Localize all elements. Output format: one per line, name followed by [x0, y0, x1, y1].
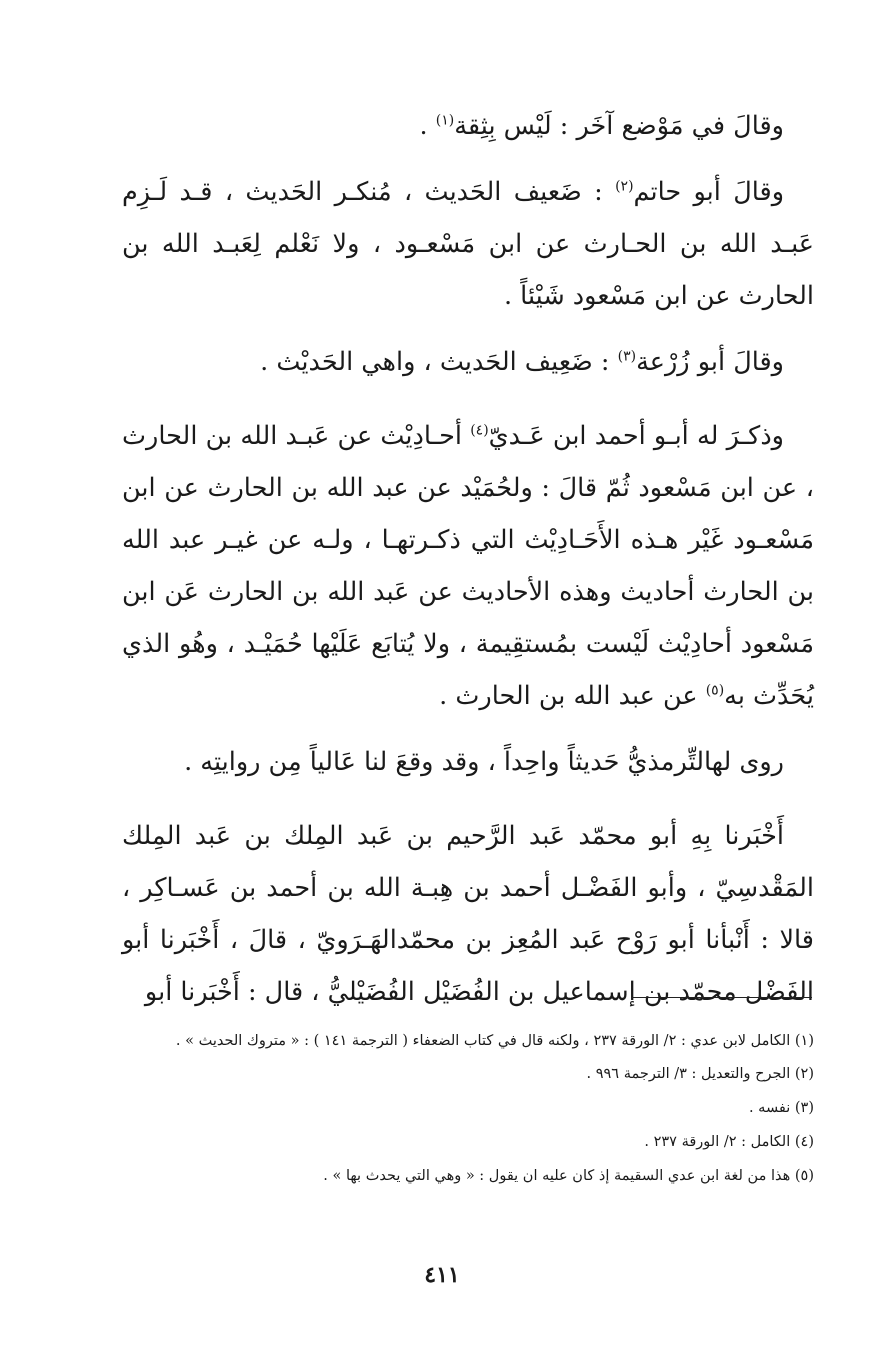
paragraph-2-text: وقالَ أبو حاتم [633, 177, 785, 207]
paragraph-6 [122, 810, 814, 1018]
main-text [122, 100, 814, 1018]
footnote-3: (٣) نفسه . [748, 1100, 814, 1116]
footnote-ref-5: (٥) [705, 682, 725, 699]
footnotes [150, 1025, 814, 1193]
footnote-2: (٢) الجرح والتعديل : ٣/ الترجمة ٩٩٦ . [586, 1066, 814, 1082]
paragraph-3 [122, 336, 814, 388]
footnote-4: (٤) الكامل : ٢/ الورقة ٢٣٧ . [644, 1134, 814, 1150]
paragraph-1 [122, 100, 814, 152]
footnote-5: (٥) هذا من لغة ابن عدي السقيمة إذ كان عليه ان يقول : « وهي التي يحدث بها » . [323, 1168, 814, 1184]
paragraph-6-text: أَخْبَرنا بِهِ أبو محمّد عَبد الرَّحيم بن عَبد المِلك بن عَبد المِلك المَقْدسِيّ ، وأبو الفَضْـل أحمد بن هِبـة الله بن أحمد بن عَسـاكِر ، قالا : أَنْبأنا أبو رَوْح عَبد المُعِز بن محمّدالهَـرَويّ ، قالَ ، أَخْبَرنا أبو الفَضْل محمّد بن إسماعيل بن الفُضَيْل الفُضَيْليُّ ، قال : أَخْبَرنا أبو [122, 821, 814, 1007]
page-number: ٤١١ [424, 1262, 460, 1288]
paragraph-1-text: وقالَ في مَوْضع آخَر : لَيْس بِثِقة [454, 111, 784, 141]
paragraph-4-end: عن عبد الله بن الحارث . [439, 681, 706, 711]
paragraph-3-text: وقالَ أبو زُرْعة [636, 347, 784, 377]
paragraph-2-end: : ضَعيف الحَديث ، مُنكـر الحَديث ، قـد لَـزِم عَبـد الله بن الحـارث عن ابن مَسْعـود ، ولا نَعْلم لِعَبـد الله بن الحارث عن ابن مَسْعود شَيْئاً . [122, 177, 814, 311]
footnote-ref-3: (٣) [617, 348, 637, 365]
paragraph-3-end: : ضَعِيف الحَديث ، واهي الحَديْث . [260, 347, 618, 377]
paragraph-4 [122, 410, 814, 722]
footnote-1: (١) الكامل لابن عدي : ٢/ الورقة ٢٣٧ ، ولكنه قال في كتاب الضعفاء ( الترجمة ١٤١ ) : « متروك الحديث » . [175, 1033, 814, 1049]
footnote-ref-4: (٤) [470, 422, 489, 439]
paragraph-4-middle: أحـادِيْث عن عَبـد الله بن الحارث ، عن ابن مَسْعود ثُمّ قالَ : ولحُمَيْد عن عبد الله بن الحارث عن ابن مَسْعـود غَيْر هـذه الأَحَـادِيْث التي ذكـرتهـا ، ولـه عن غيـر عبد الله بن الحارث أحاديث وهذه الأحاديث عن عَبد الله بن الحارث عَن ابن مَسْعود أحادِيْث لَيْست بمُستقِيمة ، ولا يُتابَع عَلَيْها حُمَيْـد ، وهُو الذي يُحَدِّث به [122, 421, 814, 711]
paragraph-5 [122, 736, 814, 788]
footnote-ref-1: (١) [435, 112, 455, 129]
paragraph-2 [122, 166, 814, 322]
footnote-separator [632, 997, 812, 998]
paragraph-1-end: . [419, 111, 436, 141]
footnote-ref-2: (٢) [615, 178, 634, 195]
paragraph-5-text: روى لهالتِّرمذيُّ حَديثاً واحِداً ، وقد وقعَ لنا عَالياً مِن روايتِه . [184, 747, 784, 777]
paragraph-4-text: وذكـرَ له أبـو أحمد ابن عَـديّ [488, 421, 784, 451]
